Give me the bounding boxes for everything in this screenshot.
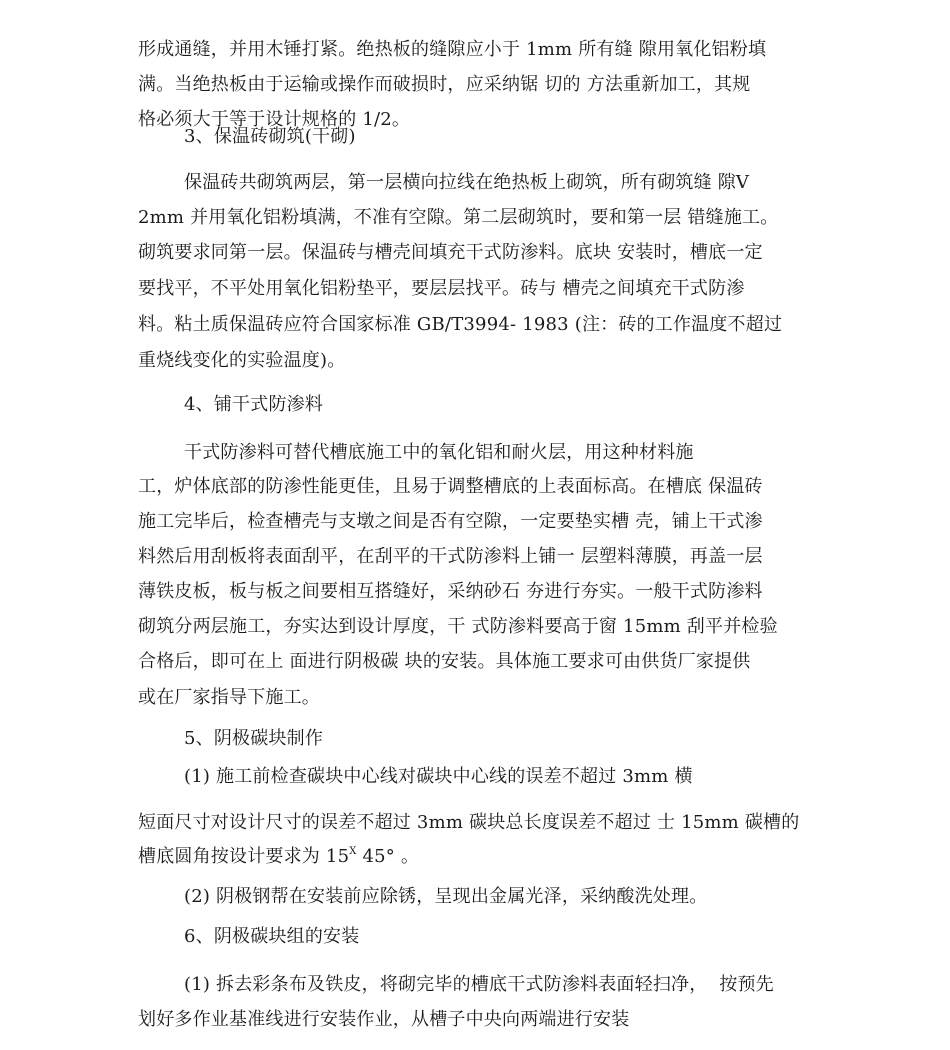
text-line: 料然后用刮板将表面刮平，在刮平的干式防渗料上铺一 层塑料薄膜，再盖一层 <box>138 546 763 567</box>
text-line: 短面尺寸对设计尺寸的误差不超过 3mm 碳块总长度误差不超过 士 15mm 碳槽的 <box>138 812 800 833</box>
text-line: 划好多作业基准线进行安装作业，从槽子中央向两端进行安装 <box>138 1009 630 1030</box>
section-heading-5: 5、阴极碳块制作 <box>184 728 324 749</box>
text-line: 施工完毕后，检查槽壳与支墩之间是否有空隙，一定要垫实槽 壳，铺上干式渗 <box>138 511 763 532</box>
superscript-x: X <box>349 846 357 857</box>
text-line: (1) 施工前检查碳块中心线对碳块中心线的误差不超过 3mm 横 <box>184 766 693 787</box>
text-line: 薄铁皮板，板与板之间要相互搭缝好，采纳砂石 夯进行夯实。一般干式防渗料 <box>138 581 763 602</box>
text-line: (1) 拆去彩条布及铁皮，将砌完毕的槽底干式防渗料表面轻扫净， 按预先 <box>184 974 774 995</box>
text-line: 或在厂家指导下施工。 <box>138 687 320 708</box>
text-line: 2mm 并用氧化铝粉填满，不准有空隙。第二层砌筑时，要和第一层 错缝施工。 <box>138 207 779 228</box>
section-heading-4: 4、铺干式防渗料 <box>184 394 324 415</box>
text-segment: 45° 。 <box>356 846 420 867</box>
text-line <box>138 845 419 869</box>
text-line: 砌筑要求同第一层。保温砖与槽壳间填充干式防渗料。底块 安装时，槽底一定 <box>138 242 763 263</box>
text-line: 满。当绝热板由于运输或操作而破损时，应采纳锯 切的 方法重新加工，其规 <box>138 74 751 95</box>
text-line: 合格后，即可在上 面进行阴极碳 块的安装。具体施工要求可由供货厂家提供 <box>138 651 751 672</box>
text-line: 要找平，不平处用氧化铝粉垫平，要层层找平。砖与 槽壳之间填充干式防渗 <box>138 278 745 299</box>
text-line: (2) 阴极钢帮在安装前应除锈，呈现出金属光泽，采纳酸洗处理。 <box>184 886 708 907</box>
text-line: 干式防渗料可替代槽底施工中的氧化铝和耐火层，用这种材料施 <box>184 442 694 463</box>
text-line: 砌筑分两层施工，夯实达到设计厚度，干 式防渗料要高于窗 15mm 刮平并检验 <box>138 616 778 637</box>
section-heading-6: 6、阴极碳块组的安装 <box>184 926 360 947</box>
text-line: 保温砖共砌筑两层，第一层横向拉线在绝热板上砌筑，所有砌筑缝 隙V <box>184 172 750 193</box>
text-line: 形成通缝，并用木锤打紧。绝热板的缝隙应小于 1mm 所有缝 隙用氧化铝粉填 <box>138 39 767 60</box>
text-line: 工，炉体底部的防渗性能更佳，且易于调整槽底的上表面标高。在槽底 保温砖 <box>138 476 763 497</box>
section-heading-3: 3、保温砖砌筑(干砌) <box>184 126 356 147</box>
text-line: 重烧线变化的实验温度)。 <box>138 350 346 371</box>
text-line: 格必须大于等于设计规格的 1/2。 <box>138 109 411 130</box>
text-segment: 槽底圆角按设计要求为 15 <box>138 846 350 867</box>
text-line: 料。粘土质保温砖应符合国家标准 GB/T3994- 1983 (注：砖的工作温度不超过 <box>138 314 783 335</box>
